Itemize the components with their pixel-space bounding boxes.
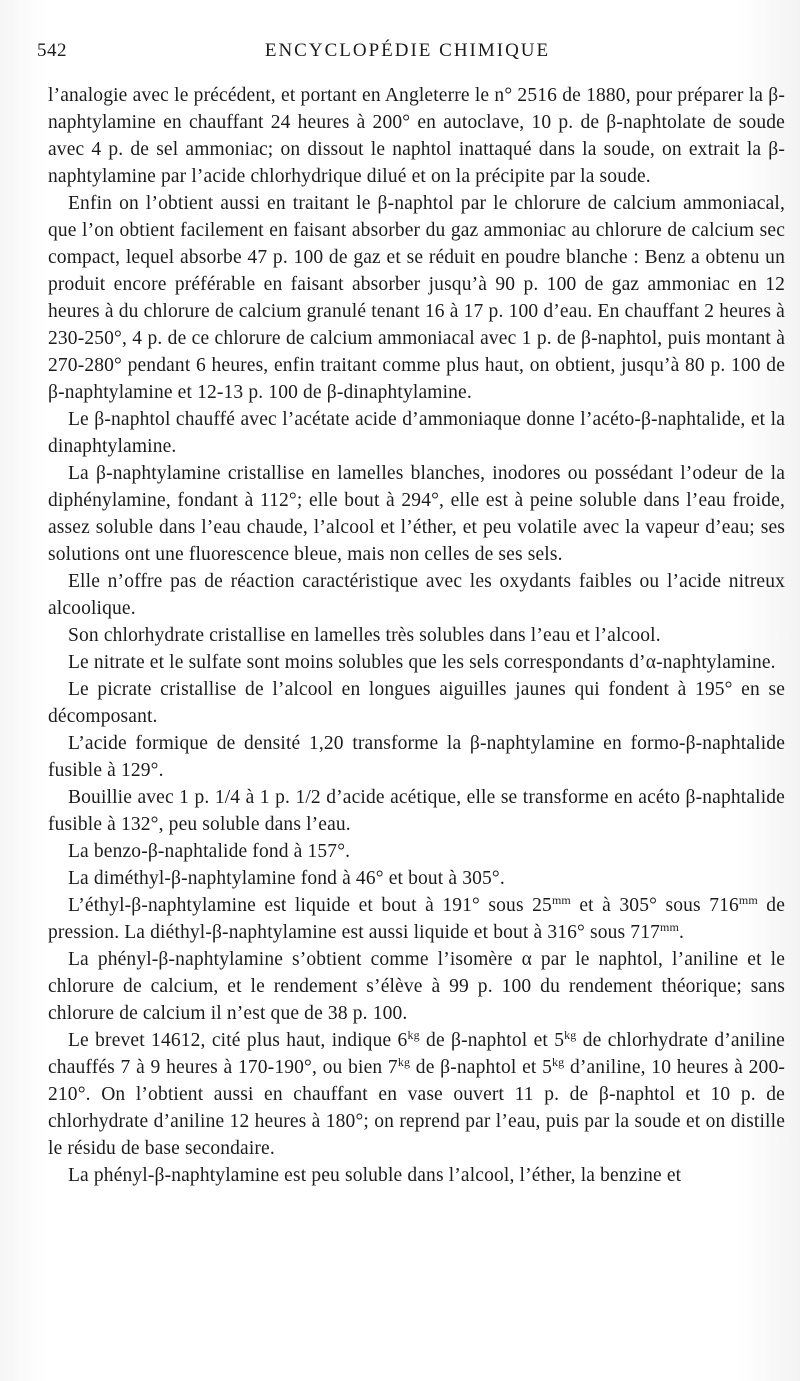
paragraph: Elle n’offre pas de réaction caractéristique avec les oxydants faibles ou l’acide nitreux alcoolique. [48, 571, 785, 619]
paragraph: La phényl-β-naphtylamine est peu soluble dans l’alcool, l’éther, la benzine et [68, 1165, 682, 1186]
paragraph: La phényl-β-naphtylamine s’obtient comme l’isomère α par le naphtol, l’aniline et le chlorure de calcium, et le rendement s’élève à 99 p. 100 du rendement théorique; sans chlorure de calcium il n’est que de 38 p. 100. [48, 949, 785, 1024]
paragraph: Le β-naphtol chauffé avec l’acétate acide d’ammoniaque donne l’acéto-β-naphtalide, et la dinaphtylamine. [48, 409, 785, 457]
paragraph: La β-naphtylamine cristallise en lamelles blanches, inodores ou possédant l’odeur de la diphénylamine, fondant à 112°; elle bout à 294°, elle est à peine soluble dans l’eau froide, assez soluble dans l’eau chaude, l’alcool et l’éther, et peu volatile avec la vapeur d’eau; ses solutions ont une fluorescence bleue, mais non celles de ses sels. [48, 463, 785, 565]
paragraph: Enfin on l’obtient aussi en traitant le β-naphtol par le chlorure de calcium ammoniacal, que l’on obtient facilement en faisant absorber du gaz ammoniac au chlorure de calcium sec compact, lequel absorbe 47 p. 100 de gaz et se réduit en poudre blanche : Benz a obtenu un produit encore préférable en faisant absorber jusqu’à 90 p. 100 de gaz ammoniac en 12 heures à du chlorure de calcium granulé tenant 16 à 17 p. 100 d’eau. En chauffant 2 heures à 230-250°, 4 p. de ce chlorure de calcium ammoniacal avec 1 p. de β-naphtol, puis montant à 270-280° pendant 6 heures, enfin traitant comme plus haut, on obtient, jusqu’à 80 p. 100 de β-naphtylamine et 12-13 p. 100 de β-dinaphtylamine. [48, 193, 785, 403]
paragraph: l’analogie avec le précédent, et portant en Angleterre le n° 2516 de 1880, pour préparer la β-naphtylamine en chauffant 24 heures à 200° en autoclave, 10 p. de β-naphtolate de soude avec 4 p. de sel ammoniac; on dissout le naphtol inattaqué dans la soude, on extrait la β-naphtylamine par l’acide chlorhydrique dilué et on la précipite par la soude. [48, 85, 785, 187]
running-title: ENCYCLOPÉDIE CHIMIQUE [264, 40, 551, 61]
paragraph: La benzo-β-naphtalide fond à 157°. [68, 841, 351, 862]
paragraph: L’acide formique de densité 1,20 transforme la β-naphtylamine en formo-β-naphtalide fusible à 129°. [48, 733, 785, 781]
paragraph: Bouillie avec 1 p. 1/4 à 1 p. 1/2 d’acide acétique, elle se transforme en acéto β-naphtalide fusible à 132°, peu soluble dans l’eau. [48, 787, 785, 835]
paragraph: Son chlorhydrate cristallise en lamelles très solubles dans l’eau et l’alcool. [68, 625, 661, 646]
paragraph: Le picrate cristallise de l’alcool en longues aiguilles jaunes qui fondent à 195° en se décomposant. [48, 679, 785, 727]
body-text [48, 82, 785, 1189]
paragraph: Le brevet 14612, cité plus haut, indique $6^{kg}$ de β-naphtol et $5^{kg}$ de chlorhydrate d’aniline chauffés 7 à 9 heures à 170-190°, ou bien $7^{kg}$ de β-naphtol et $5^{kg}$ d’aniline, 10 heures à 200-210°. On l’obtient aussi en chauffant en vase ouvert 11 p. de β-naphtol et 10 p. de chlorhydrate d’aniline 12 heures à 180°; on reprend par l’eau, puis par la soude et on distille le résidu de base secondaire. [48, 1028, 785, 1159]
paragraph: L’éthyl-β-naphtylamine est liquide et bout à 191° sous $25^{mm}$ et à 305° sous $716^{mm}$ de pression. La diéthyl-β-naphtylamine est aussi liquide et bout à 316° sous $717^{mm}$. [48, 893, 786, 943]
paragraph: Le nitrate et le sulfate sont moins solubles que les sels correspondants d’α-naphtylamine. [68, 652, 776, 673]
page-number: 542 [37, 40, 67, 61]
page-header [37, 40, 778, 64]
paragraph: La diméthyl-β-naphtylamine fond à 46° et bout à 305°. [68, 868, 505, 889]
